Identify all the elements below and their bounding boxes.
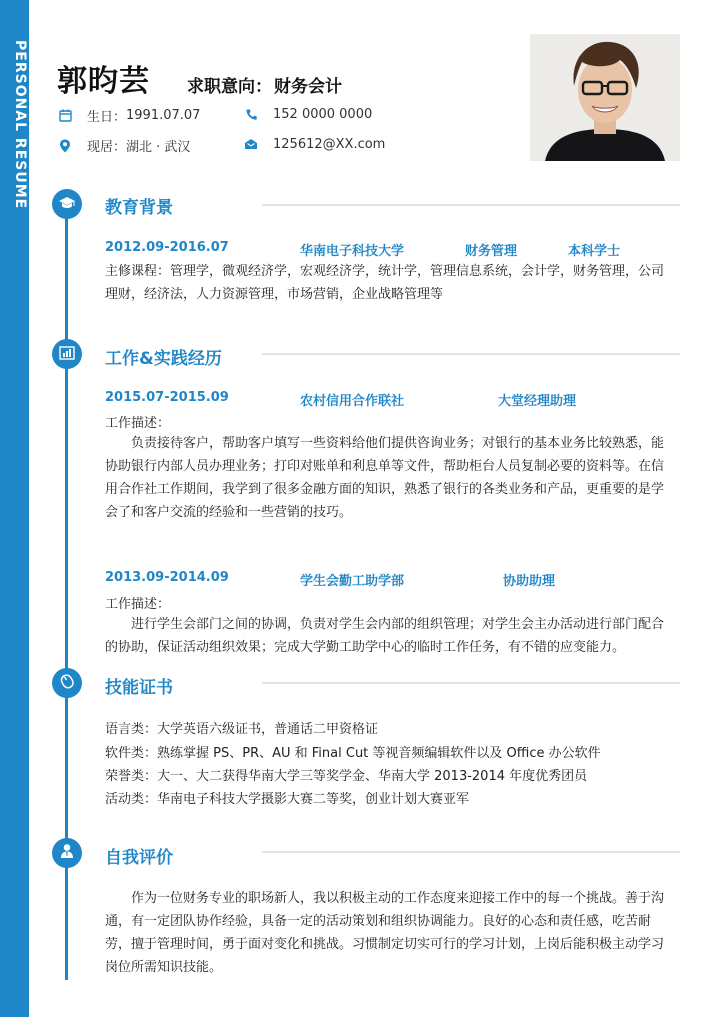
phone-icon: [243, 106, 259, 122]
edu-courses: 主修课程：管理学，微观经济学，宏观经济学，统计学，管理信息系统，会计学，财务管理，公司理财，经济法，人力资源管理，市场营销，企业战略管理等: [105, 264, 665, 302]
self-title: 自我评价: [105, 848, 173, 868]
job-intent-label: 求职意向：: [187, 77, 272, 97]
side-bar: [0, 0, 29, 1017]
birth-info: [57, 106, 200, 125]
mail-icon: [243, 136, 259, 152]
section-divider: [262, 204, 680, 206]
portrait-photo: [530, 34, 680, 161]
job-intent-value: 财务会计: [274, 77, 342, 97]
education-section-icon: [52, 189, 82, 219]
email-value: 125612@XX.com: [273, 136, 386, 152]
skill-item: 荣誉类：大一、大二获得华南大学三等奖学金、华南大学 2013-2014 年度优秀团员: [105, 769, 588, 784]
bar-chart-icon: [59, 345, 75, 364]
edu-degree: 本科学士: [568, 244, 621, 259]
job1-role: 大堂经理助理: [498, 394, 577, 409]
skills-section-icon: [52, 668, 82, 698]
job1-org: 农村信用合作联社: [300, 394, 405, 409]
location-label: 现居：: [87, 140, 127, 155]
graduation-cap-icon: [58, 195, 76, 214]
location-value: 湖北 · 武汉: [126, 140, 191, 155]
job1-desc: 负责接待客户，帮助客户填写一些资料给他们提供咨询业务；对银行的基本业务比较熟悉，能协助银行内部人员办理业务；打印对账单和利息单等文件，帮助柜台人员复制必要的资料等。在信用合作社工作期间，我学到了很多金融方面的知识，熟悉了银行的各类业务和产品，更重要的是学会了和客户交流的经验和一些营销的技巧。: [105, 436, 665, 520]
skill-item: 语言类：大学英语六级证书，普通话二甲资格证: [105, 722, 379, 737]
job1-desc-label: 工作描述：: [105, 416, 171, 431]
mouse-icon: [60, 673, 74, 693]
section-divider: [262, 682, 680, 684]
edu-major: 财务管理: [465, 244, 518, 259]
phone-info: [243, 106, 372, 122]
job1-period: 2015.07-2015.09: [105, 390, 229, 405]
self-section-icon: [52, 838, 82, 868]
job2-period: 2013.09-2014.09: [105, 570, 229, 585]
edu-school: 华南电子科技大学: [300, 244, 405, 259]
education-title: 教育背景: [105, 198, 173, 218]
person-icon: [60, 843, 74, 863]
birth-label: 生日：: [87, 110, 127, 125]
work-section-icon: [52, 339, 82, 369]
location-icon: [57, 138, 73, 154]
section-divider: [262, 353, 680, 355]
skill-item: 软件类：熟练掌握 PS、PR、AU 和 Final Cut 等视音频编辑软件以及 Office 办公软件: [105, 746, 601, 761]
calendar-icon: [57, 108, 73, 124]
job2-desc-label: 工作描述：: [105, 597, 171, 612]
job2-role: 协助助理: [503, 574, 556, 589]
email-info: [243, 136, 385, 152]
candidate-name: 郭昀芸: [57, 64, 150, 99]
skill-item: 活动类：华南电子科技大学摄影大赛二等奖，创业计划大赛亚军: [105, 792, 470, 807]
self-evaluation: 作为一位财务专业的职场新人，我以积极主动的工作态度来迎接工作中的每一个挑战。善于沟通，有一定团队协作经验，具备一定的活动策划和组织协调能力。良好的心态和责任感，吃苦耐劳，擅于管理时间，勇于面对变化和挑战。习惯制定切实可行的学习计划，上岗后能积极主动学习岗位所需知识技能。: [105, 891, 665, 975]
section-divider: [262, 851, 680, 853]
work-title: 工作&实践经历: [105, 349, 222, 369]
side-label: PERSONAL RESUME: [12, 40, 28, 210]
skills-title: 技能证书: [105, 678, 173, 698]
birth-value: 1991.07.07: [126, 108, 201, 123]
job2-desc: 进行学生会部门之间的协调，负责对学生会内部的组织管理；对学生会主办活动进行部门配合的协助，保证活动组织效果；完成大学勤工助学中心的临时工作任务，有不错的应变能力。: [105, 617, 665, 655]
job-intent: [187, 72, 344, 97]
job2-org: 学生会勤工助学部: [300, 574, 405, 589]
phone-value: 152 0000 0000: [273, 106, 373, 122]
location-info: [57, 136, 190, 155]
edu-period: 2012.09-2016.07: [105, 240, 229, 255]
